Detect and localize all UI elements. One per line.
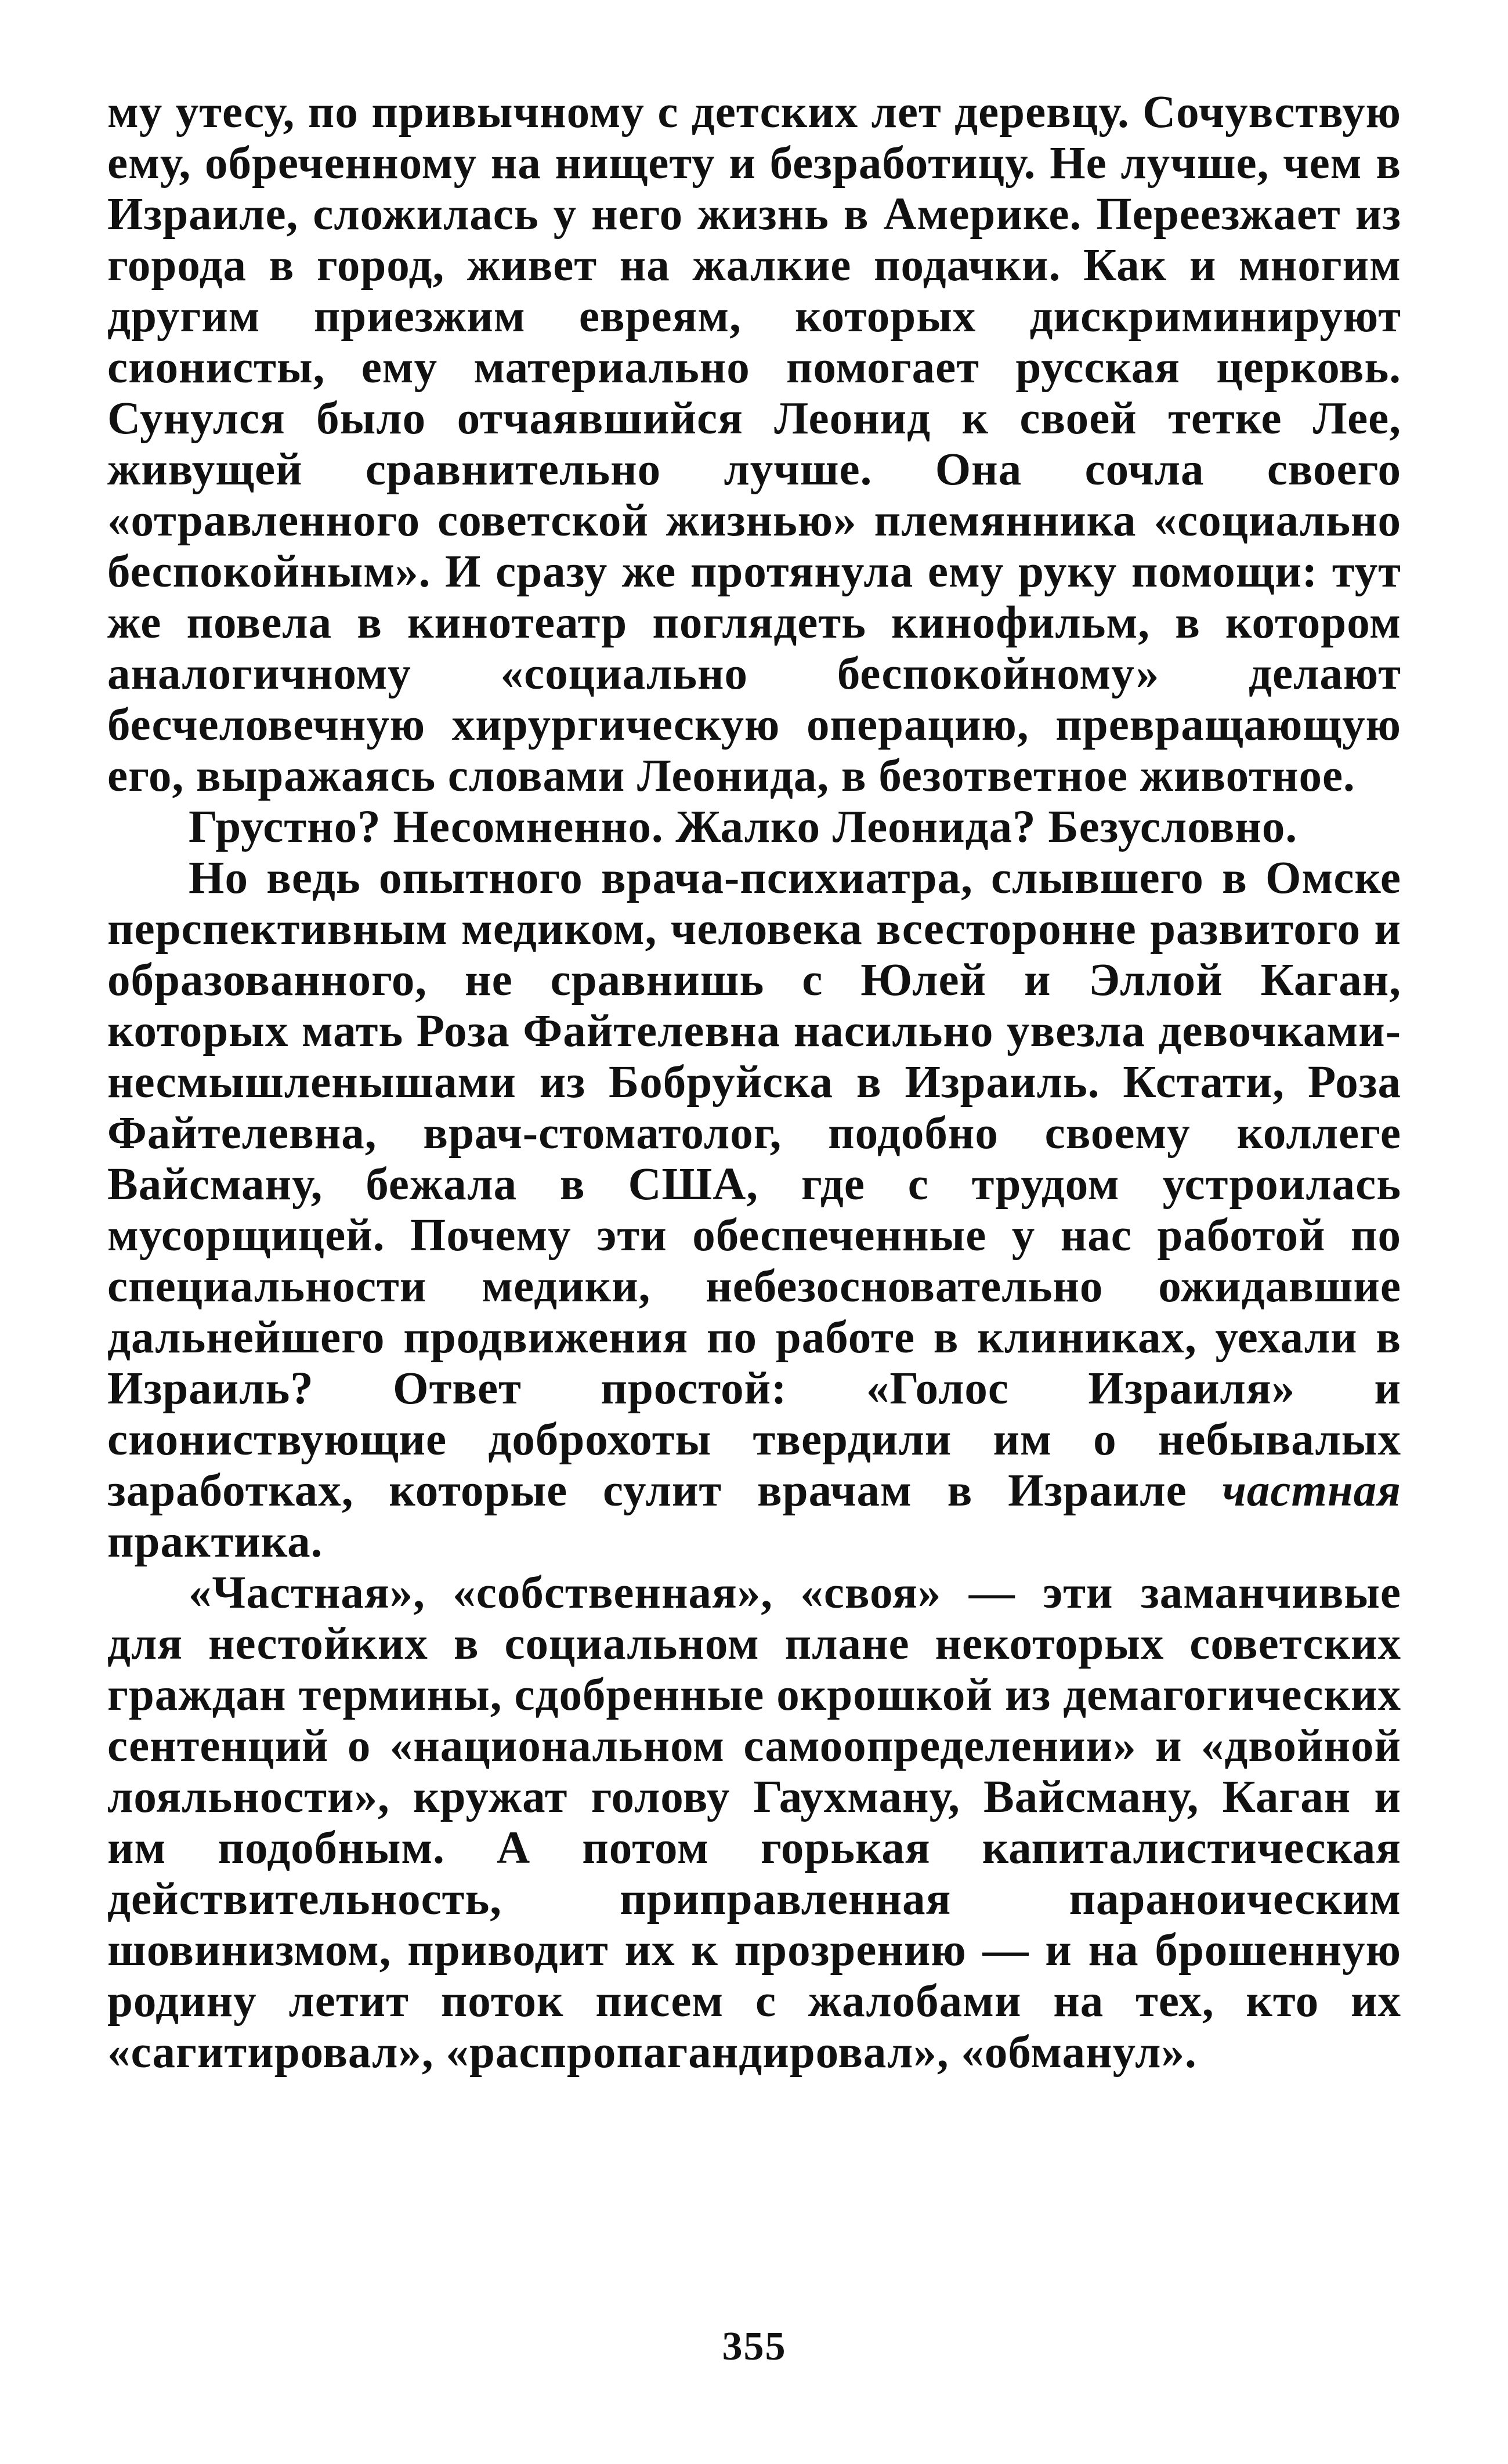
paragraph-tail: практика. <box>107 1517 323 1567</box>
page-number: 355 <box>722 2324 787 2369</box>
paragraph-vrach-psikhiatr <box>107 853 1401 1568</box>
paragraph-text: Но ведь опытного врача-психиатра, слывшего в Омске перспективным медиком, человека всесторонне развитого и образованного, не сравнишь с Юлей и Эллой Каган, которых мать Роза Файтелевна насильно увезла девочками-несмышленышами из Бобруйска в Израиль. Кстати, Роза Файтелевна, врач-стоматолог, подобно своему коллеге Вайсману, бежала в США, где с трудом устроилась мусорщицей. Почему эти обеспеченные у нас работой по специальности медики, небезосновательно ожидавшие дальнейшего продвижения по работе в клиниках, уехали в Израиль? Ответ простой: «Голос Израиля» и сиониствующие доброхоты твердили им о небывалых заработках, которые сулит врачам в Израиле <box>107 853 1401 1516</box>
book-page <box>107 87 1401 2379</box>
paragraph-grustno: Грустно? Несомненно. Жалко Леонида? Безусловно. <box>189 802 1298 852</box>
emphasized-word: частная <box>1222 1466 1401 1516</box>
paragraph-chastnaya: «Частная», «собственная», «своя» — эти заманчивые для нестойких в социальном плане некоторых советских граждан термины, сдобренные окрошкой из демагогических сентенций о «национальном самоопределении» и «двойной лояльности», кружат голову Гаухману, Вайсману, Каган и им подобным. А потом горькая капиталистическая действительность, приправленная параноическим шовинизмом, приводит их к прозрению — и на брошенную родину летит поток писем с жалобами на тех, кто их «сагитировал», «распропагандировал», «обманул». <box>107 1568 1401 2078</box>
paragraph-continuation: му утесу, по привычному с детских лет деревцу. Сочувствую ему, обреченному на нищету и безработицу. Не лучше, чем в Израиле, сложилась у него жизнь в Америке. Переезжает из города в город, живет на жалкие подачки. Как и многим другим приезжим евреям, которых дискриминируют сионисты, ему материально помогает русская церковь. Сунулся было отчаявшийся Леонид к своей тетке Лее, живущей сравнительно лучше. Она сочла своего «отравленного советской жизнью» племянника «социально беспокойным». И сразу же протянула ему руку помощи: тут же повела в кинотеатр поглядеть кинофильм, в котором аналогичному «социально беспокойному» делают бесчеловечную хирургическую операцию, превращающую его, выражаясь словами Леонида, в безответное животное. <box>107 87 1401 801</box>
